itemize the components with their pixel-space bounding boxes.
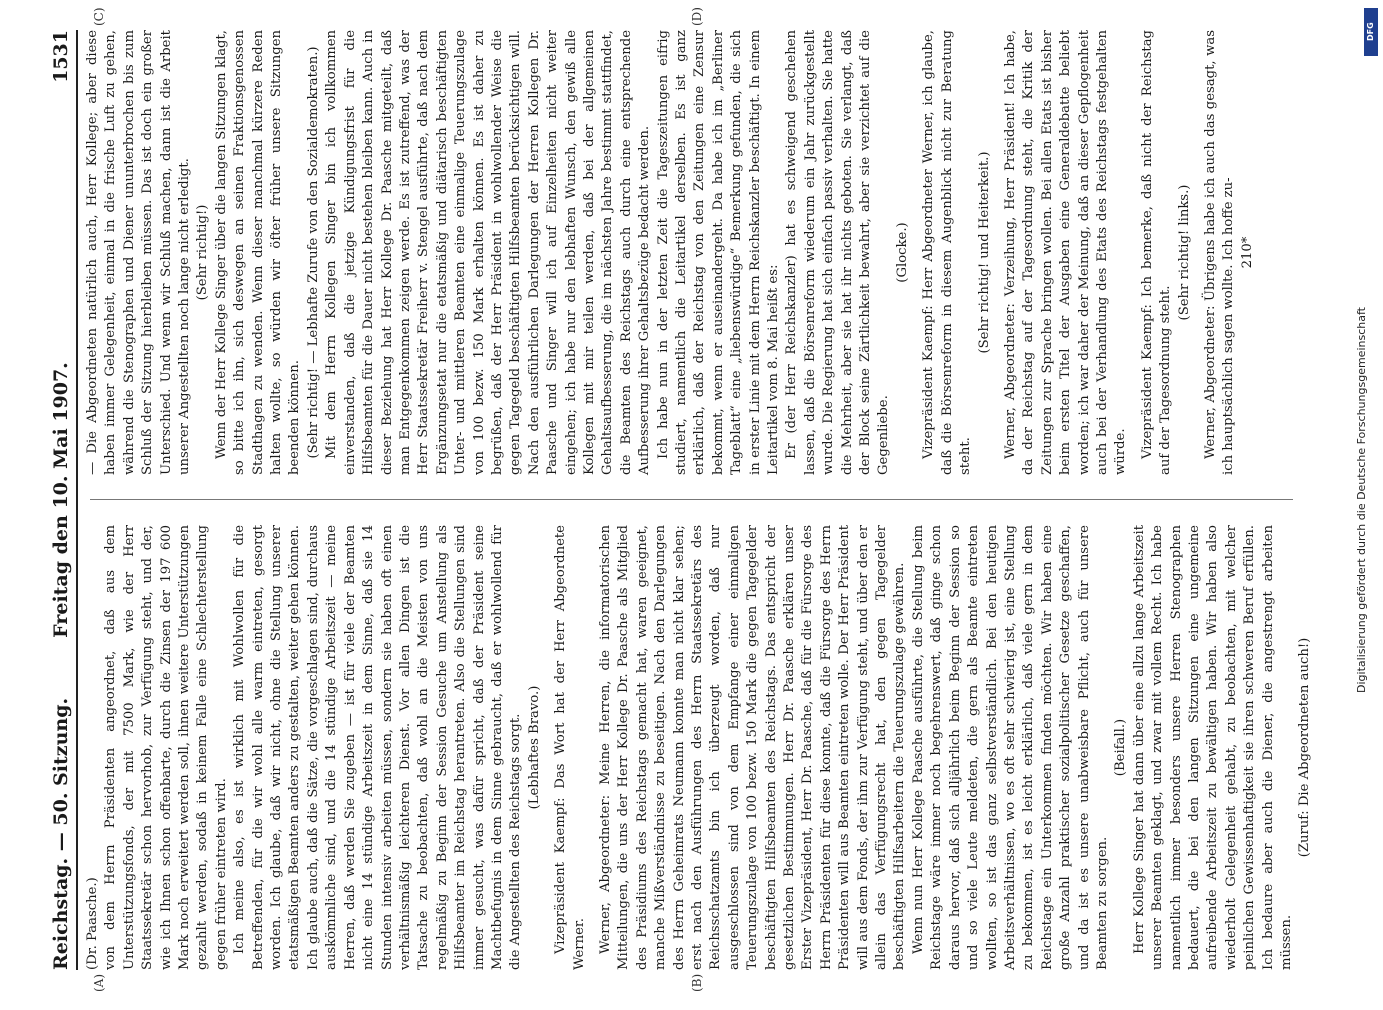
margin-marker-b: (B) — [690, 973, 704, 992]
speaker-ref: (Dr. Paasche.) — [85, 877, 100, 970]
margin-marker-d: (D) — [690, 7, 704, 26]
margin-marker-c: (C) — [92, 7, 106, 26]
paragraph: Vizepräsident Kaempf: Herr Abgeordneter Werner, ich glaube, daß die Börsenreform in diesem Augenblick nicht zur Beratung steht. — [921, 30, 974, 475]
paragraph: Vizepräsident Kaempf: Das Wort hat der Herr Abgeordnete Werner. — [553, 525, 587, 970]
paragraph: von dem Herrn Präsidenten angeordnet, daß aus dem Unterstützungsfonds, der mit 7500 Mark, wie der Herr Staatssekretär schon hervorhob, zur Verfügung steht, und der, wie ich Ihnen schon offenbarte, durch die Zinsen der 197 600 Mark noch erweitert werden soll, ihnen weitere Unterstützungen gezahlt werden, sodaß in keinem Falle eine Schlechterstellung gegen früher eintreten wird. — [103, 525, 229, 970]
quotation: Er (der Herr Reichskanzler) hat es schweigend geschehen lassen, daß die Börsenreform wiederum ein Jahr zurückgestellt wurde. Die Regierung hat sich einfach passiv verhalten. Sie hatte die Mehrheit, aber sie hat ihr nichts geboten. Sie verlangt, daß der Block seine Zärtlichkeit bewahrt, aber sie verzichtet auf die Gegenliebe. — [784, 30, 892, 475]
paragraph: Werner, Abgeordneter: Verzeihung, Herr Präsident! Ich habe, da der Reichstag auf der Tagesordnung steht, die Kritik der Zeitungen zur Sprache bringen wollen. Bei allen Etats ist bisher beim ersten Titel der Ausgaben eine Generaldebatte beliebt worden; ich war daher der Meinung, daß an dieser Gepflogenheit auch bei der Verhandlung des Etats des Reichstags festgehalten würde. — [1002, 30, 1129, 475]
digitization-stamp: Digitalisierung gefördert durch die Deutsche Forschungsgemeinschaft — [1355, 307, 1368, 693]
interjection: (Zuruf: Die Abgeordneten auch!) — [1297, 637, 1313, 858]
signature-mark: 210* — [1239, 236, 1255, 269]
paragraph: Wenn der Herr Kollege Singer über die langen Sitzungen klagt, so bitte ich ihn, sich deswegen an seinen Fraktionsgenossen Stadthagen zu wenden. Wenn dieser manchmal kürzere Reden halten wollte, so würden wir öfter früher unsere Sitzungen beenden können. — [213, 30, 303, 475]
paragraph: Ich habe nun in der letzten Zeit die Tageszeitungen eifrig studiert, namentlich die Leitartikel derselben. Es ist ganz erklärlich, daß der Reichstag von den Zeitungen eine Zensur bekommt, wenn er auseinandergeht. Da habe ich im „Berliner Tageblatt“ eine „liebenswürdige“ Bemerkung gefunden, die sich in erster Linie mit dem Herrn Reichskanzler beschäftigt. In einem Leitartikel vom 8. Mai heißt es: — [655, 30, 782, 475]
right-column — [84, 30, 1284, 475]
margin-marker-a: (A) — [92, 973, 106, 992]
header-date: Freitag den 10. Mai 1907. — [50, 362, 72, 638]
column-divider — [90, 499, 1293, 500]
interjection: (Sehr richtig!) — [195, 204, 211, 301]
left-column — [84, 525, 1313, 970]
interjection: (Sehr richtig! und Heiterkeit.) — [976, 151, 992, 354]
paragraph: — Die Abgeordneten natürlich auch, Herr Kollege; aber diese haben immer Gelegenheit, einmal in die frische Luft zu gehen, während die Stenographen und Diener ununterbrochen bis zum Schluß der Sitzung hierbleiben müssen. Das ist doch ein großer Unterschied. Und wenn wir Schluß machen, dann ist die Arbeit unserer Angestellten noch lange nicht erledigt. — [85, 30, 193, 475]
interjection: (Glocke.) — [894, 222, 910, 283]
paragraph: Wenn nun Herr Kollege Paasche ausführte, die Stellung beim Reichstage wäre immer noch begehrenswert, daß ginge schon daraus hervor, daß sich alljährlich beim Beginn der Session so und so viele Leute meldeten, die gern als Beamte eintreten wollten, so ist das ganz selbstverständlich. Bei den heutigen Arbeitsverhältnissen, wo es oft sehr schwierig ist, eine Stellung zu bekommen, ist es leicht erklärlich, daß viele gern in dem Reichstage ein Unterkommen finden möchten. Wir haben eine große Anzahl praktischer sozialpolitischer Gesetze geschaffen, und da ist es unsere unabweisbare Pflicht, auch für unsere Beamten zu sorgen. — [910, 525, 1110, 970]
interjection: (Sehr richtig! — Lebhafte Zurufe von den Sozialdemokraten.) — [305, 46, 321, 459]
paragraph: Vizepräsident Kaempf: Ich bemerke, daß nicht der Reichstag auf der Tagesordnung steht. — [1139, 30, 1174, 475]
paragraph: Mit dem Herrn Kollegen Singer bin ich vollkommen einverstanden, daß die jetzige Kündigungsfrist für die Hilfsbeamten für die Dauer nicht bestehen bleiben kann. Auch in dieser Beziehung hat Herr Kollege Dr. Paasche mitgeteilt, daß man Entgegenkommen zeigen werde. Es ist zutreffend, was der Herr Staatssekretär Freiherr v. Stengel ausführte, daß nach dem Ergänzungsetat nur die etatsmäßig und diätarisch beschäftigten Unter- und mittleren Beamten eine einmalige Teuerungszulage von 100 bezw. 150 Mark erhalten können. Es ist daher zu begrüßen, daß der Herr Präsident in wohlwollender Weise die gegen Tagegeld beschäftigten Hilfsbeamten berücksichtigen will. Nach den ausführlichen Darlegungen der Herren Kollegen Dr. Paasche und Singer will ich auf Einzelheiten nicht weiter eingehen; ich habe nur den lebhaften Wunsch, den gewiß alle Kollegen mit mir teilen werden, daß bei der allgemeinen Gehaltsaufbesserung, die im nächsten Jahre bestimmt stattfindet, die Beamten des Reichstags auch durch eine entsprechende Aufbesserung ihrer Gehaltsbezüge bedacht werden. — [324, 30, 653, 475]
page-number: 1531 — [50, 30, 72, 83]
header-left: Reichstag. — 50. Sitzung. — [50, 697, 72, 970]
interjection: (Sehr richtig! links.) — [1176, 184, 1192, 321]
paragraph: Ich meine also, es ist wirklich mit Wohlwollen für die Betreffenden, für die wir wohl alle warm eintreten, gesorgt worden. Ich glaube, daß wir nicht, ohne die Stellung unserer etatsmäßigen Beamten anders zu gestalten, weiter gehen können. Ich glaube auch, daß die Sätze, die vorgeschlagen sind, durchaus auskömmliche sind, und die 14 stündige Arbeitszeit — meine Herren, daß werden Sie zugeben — ist für viele der Beamten nicht eine 14 stündige Arbeitszeit in dem Sinne, daß sie 14 Stunden intensiv arbeiten müssen, sondern sie haben oft einen verhältnismäßig leichteren Dienst. Vor allen Dingen ist die Tatsache zu beobachten, daß wohl an die Meisten von uns regelmäßig zu Beginn der Session Gesuche um Anstellung als Hilfsbeamter im Reichstag herantreten. Also die Stellungen sind immer gesucht, was dafür spricht, daß der Präsident seine Machtbefugnis in dem Sinne gebraucht, daß er wohlwollend für die Angestellten des Reichstags sorgt. — [232, 525, 524, 970]
interjection: (Beifall.) — [1113, 718, 1129, 777]
interjection: (Lebhaftes Bravo.) — [526, 685, 542, 810]
paragraph: Werner, Abgeordneter: Übrigens habe ich auch das gesagt, was ich hauptsächlich sagen wollte. Ich hoffe zu- — [1202, 30, 1237, 475]
paragraph: Herr Kollege Singer hat dann über eine allzu lange Arbeitszeit unserer Beamten geklagt, und zwar mit vollem Recht. Ich habe namentlich immer besonders unsere Herren Stenographen bedauert, die bei den langen Sitzungen eine ungemeine aufreibende Arbeitszeit zu bewältigen haben. Wir haben also wiederholt Gelegenheit gehabt, zu beobachten, mit welcher peinlichen Gewissenhaftigkeit sie ihren schweren Beruf erfüllen. Ich bedaure aber auch die Diener, die angestrengt arbeiten müssen. — [1131, 525, 1294, 970]
paragraph: Werner, Abgeordneter: Meine Herren, die informatorischen Mitteilungen, die uns der Herr Kollege Dr. Paasche als Mitglied des Präsidiums des Reichstags gemacht hat, waren geeignet, manche Mißverständnisse zu beseitigen. Nach den Darlegungen des Herrn Geheimrats Neumann konnte man nicht klar sehen; erst nach den Ausführungen des Herrn Staatssekretärs des Reichsschatzamts bin ich überzeugt worden, daß nur ausgeschlossen sind von dem Empfange einer einmaligen Teuerungszulage von 100 bezw. 150 Mark die gegen Tagegelder beschäftigten Hilfsbeamten des Reichstags. Das entspricht der gesetzlichen Bestimmungen. Herr Dr. Paasche erklären unser Erster Vizepräsident, Herr Dr. Paasche, daß für die Fürsorge des Herrn Präsidenten für diese konnte, daß die Fürsorge des Herrn Präsidenten will aus Beamten eintreten wolle. Der Herr Präsident will aus dem Fonds, der ihm zur Verfügung steht, und über den er allein das Verfügungsrecht hat, den gegen Tagegelder beschäftigten Hilfsarbeitern die Teuerungszulage gewähren. — [597, 525, 908, 970]
dfg-logo: DFG — [1364, 8, 1378, 56]
page-header — [48, 30, 78, 970]
